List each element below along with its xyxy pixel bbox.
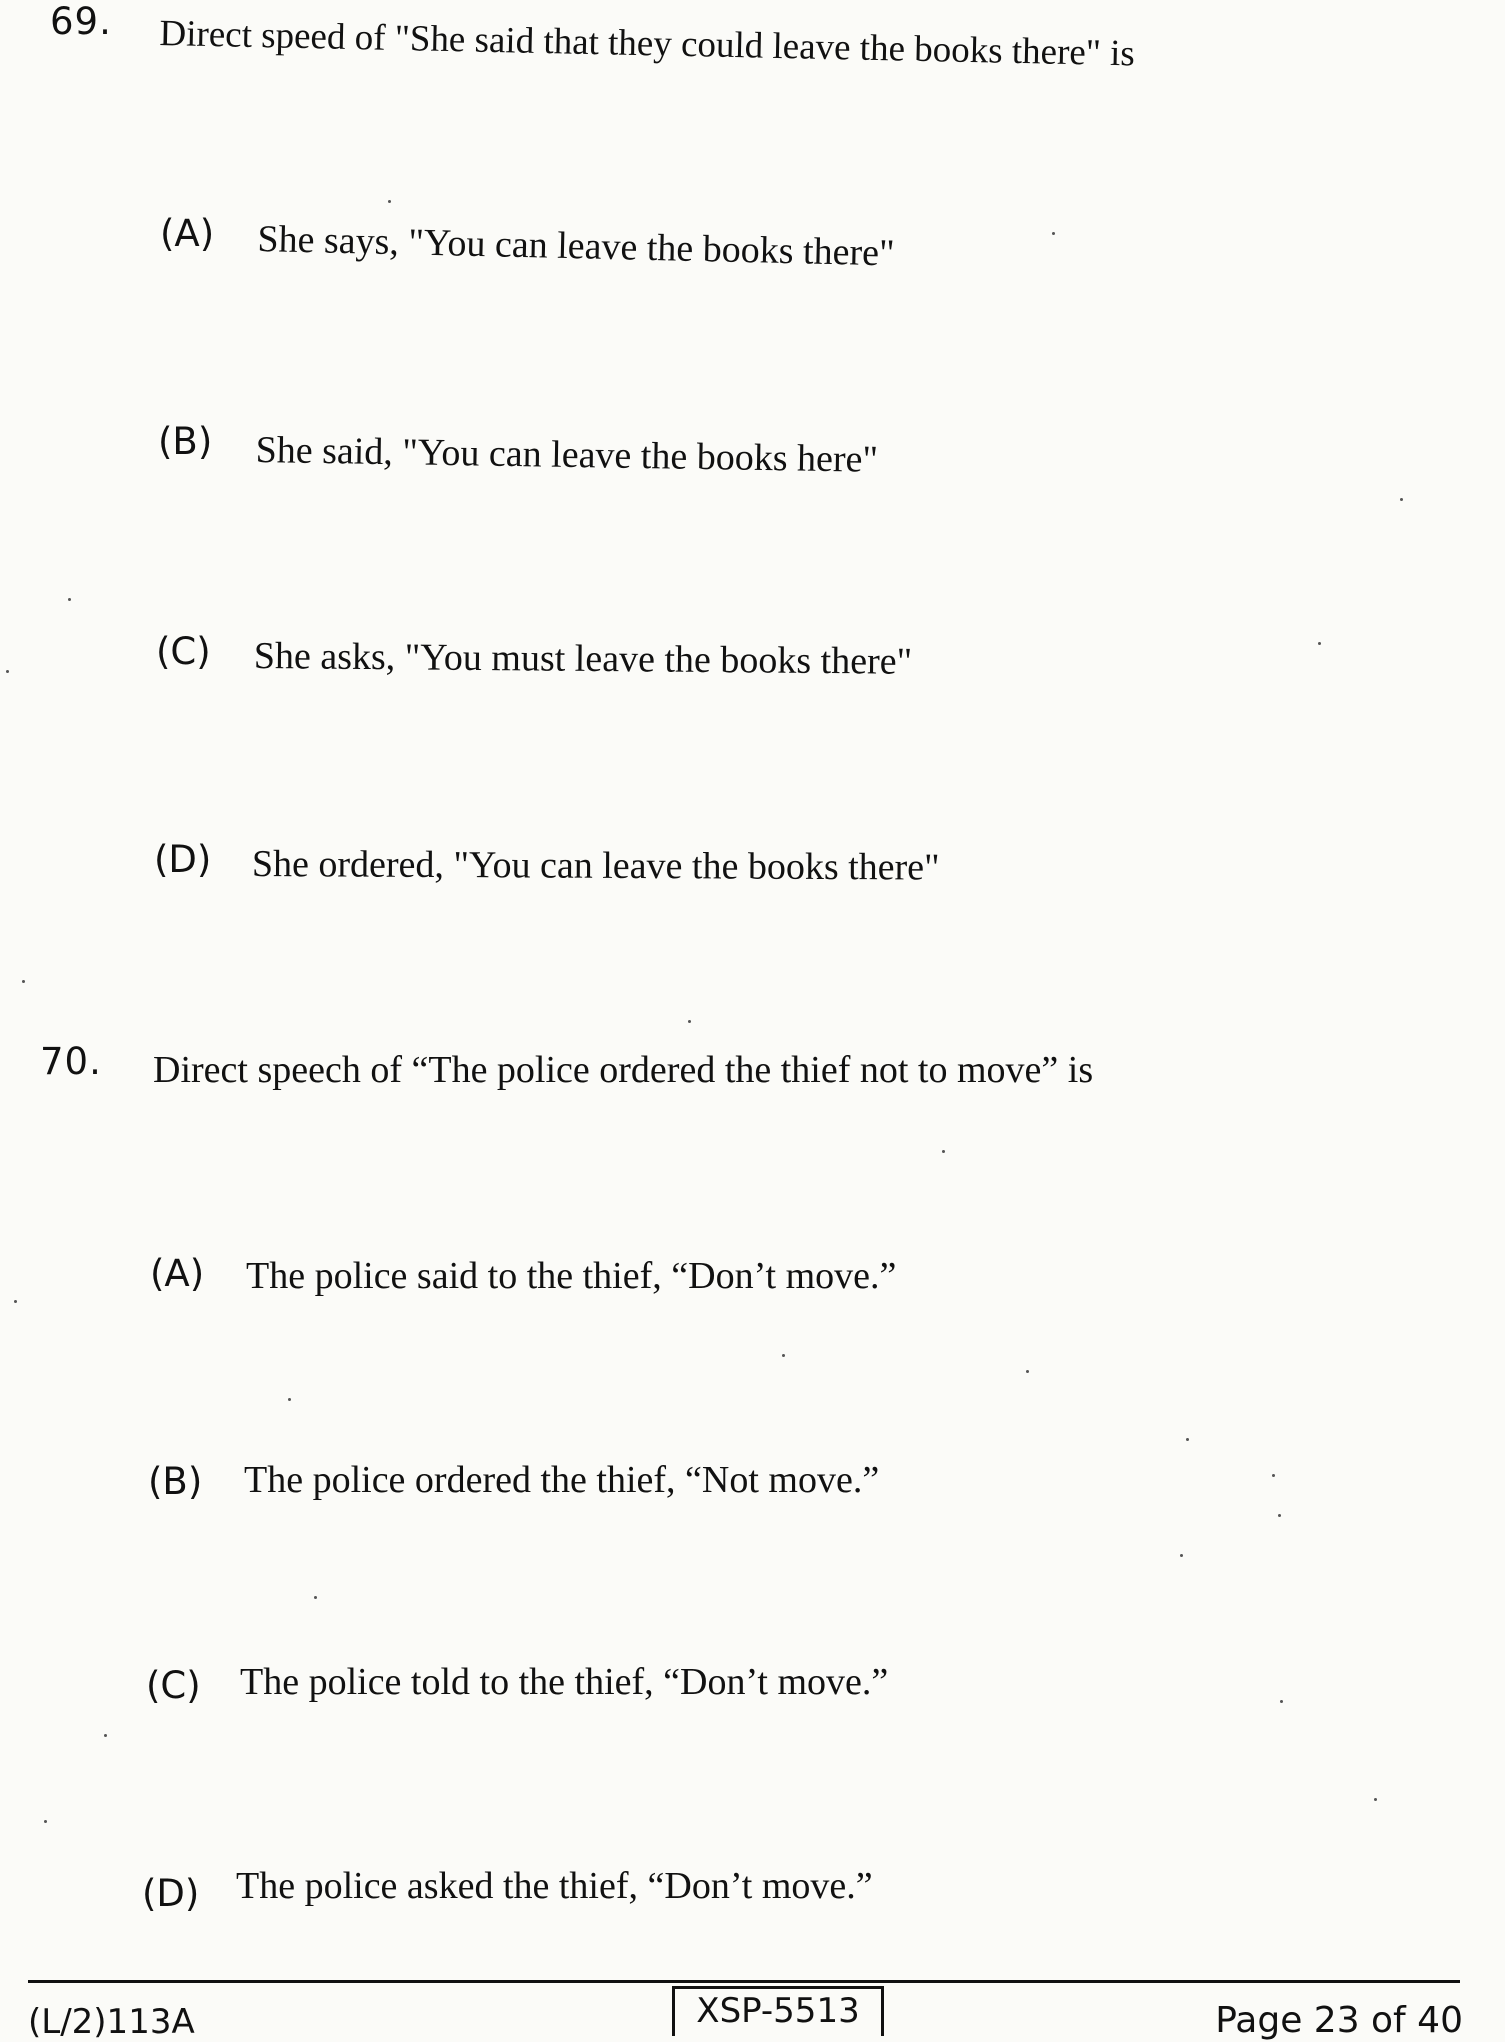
option-text-b: She said, "You can leave the books here" xyxy=(255,428,879,481)
question-number: 70. xyxy=(40,1040,102,1083)
scan-speck xyxy=(1186,1438,1189,1441)
option-text-c: She asks, "You must leave the books there" xyxy=(253,634,913,683)
scan-speck xyxy=(1374,1798,1377,1801)
scan-speck xyxy=(1400,498,1403,501)
scan-speck xyxy=(68,598,71,601)
scan-speck xyxy=(104,1734,107,1737)
scan-speck xyxy=(1280,1700,1283,1703)
option-letter-a: (A) xyxy=(150,1252,205,1295)
option-letter-b: (B) xyxy=(158,420,213,463)
option-text-b: The police ordered the thief, “Not move.” xyxy=(244,1459,880,1501)
question-text: Direct speed of "She said that they could leave the books there" is xyxy=(159,12,1136,75)
scan-speck xyxy=(1026,1370,1029,1373)
option-text-c: The police told to the thief, “Don’t move.” xyxy=(240,1661,889,1703)
option-text-a: She says, "You can leave the books there" xyxy=(257,217,895,275)
option-text-d: She ordered, "You can leave the books there" xyxy=(251,843,940,889)
footer-divider xyxy=(28,1980,1460,1983)
option-letter-b: (B) xyxy=(148,1460,203,1503)
scan-speck xyxy=(314,1596,317,1599)
option-letter-d: (D) xyxy=(142,1872,200,1915)
scan-speck xyxy=(1272,1474,1275,1477)
option-letter-c: (C) xyxy=(146,1664,201,1707)
scan-speck xyxy=(388,200,391,203)
series-code: XSP-5513 xyxy=(696,1991,860,2031)
question-number: 69. xyxy=(50,0,112,43)
scan-speck xyxy=(44,1820,47,1823)
scan-speck xyxy=(1052,232,1055,235)
scan-speck xyxy=(22,980,25,983)
option-letter-a: (A) xyxy=(160,212,215,255)
paper-code: (L/2)113A xyxy=(28,2002,195,2042)
scan-speck xyxy=(782,1354,785,1357)
scan-speck xyxy=(1318,642,1321,645)
option-text-a: The police said to the thief, “Don’t move.” xyxy=(246,1255,897,1297)
scan-speck xyxy=(14,1300,17,1303)
option-letter-c: (C) xyxy=(156,630,211,673)
page-indicator: Page 23 of 40 xyxy=(1215,2000,1463,2041)
option-letter-d: (D) xyxy=(154,838,212,881)
scan-speck xyxy=(688,1020,691,1023)
scan-speck xyxy=(1180,1554,1183,1557)
question-text: Direct speech of “The police ordered the thief not to move” is xyxy=(153,1049,1094,1091)
scan-speck xyxy=(942,1150,945,1153)
scan-speck xyxy=(288,1398,291,1401)
option-text-d: The police asked the thief, “Don’t move.” xyxy=(236,1865,873,1907)
series-code-box xyxy=(672,1986,884,2036)
scan-speck xyxy=(1278,1514,1281,1517)
scan-speck xyxy=(6,670,9,673)
